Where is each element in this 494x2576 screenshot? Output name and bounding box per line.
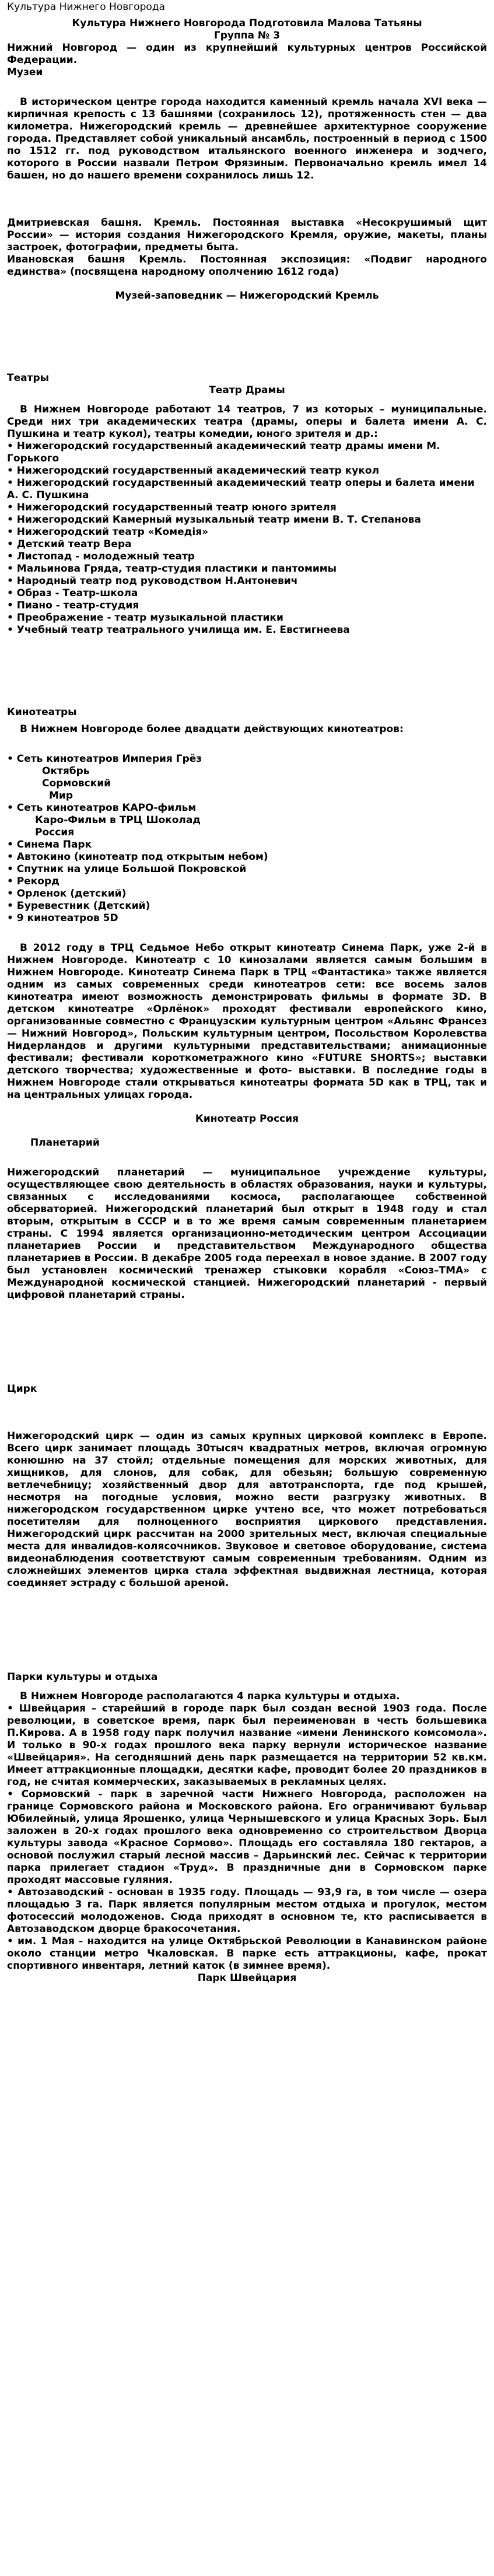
planetarium-heading: Планетарий: [30, 1137, 100, 1149]
list-item: • Нижегородский театр «Комедія»: [7, 526, 209, 538]
cinemas-paragraph: В 2012 году в ТРЦ Седьмое Небо открыт кинотеатр Синема Парк, уже 2-й в Нижнем Новгороде. Кинотеатр с 10 кинозалами является самым большим в Нижнем Новгороде. Кинотеатр Синема Парк в ТРЦ «Фантастика» также является одним из самых современных среди кинотеатров сети: все восемь залов кинотеатра имеют возможность демонстрировать фильмы в формате 3D. В детском кинотеатре «Орлёнок» проходят фестивали европейского кино, организованные совместно с Французским культурным центром «Альянс Франсез — Нижний Новгород», Польским культурным центром, Посольством Королевства Нидерландов и другими культурными представительствами; анимационные фестивали; фестивали короткометражного кино «FUTURE SHORTS»; выставки детского творчества; художественные и фото- выставки. В последние годы в Нижнем Новгороде стали открываться кинотеатры формата 5D как в ТРЦ, так и на центральных улицах города.: [7, 942, 487, 1101]
list-item: • Сормовский - парк в заречной части Нижнего Новгорода, расположен на границе Сормовского района и Московского района. Его ограничивают бульвар Юбилейный, улица Ярошенко, улица Чернышевского и улица Красных Зорь. Был заложен в 20-х годах прошлого века одновременно со строительством Дворца культуры завода «Красное Сормово». Площадь его составляла 180 гектаров, а основой послужил старый лесной массив – Дарьинский лес. Сейчас к территории парка прилегает стадион «Труд». В праздничные дни в Сормовском парке проходят массовые гуляния.: [7, 1788, 487, 1886]
list-item: • Рекорд: [7, 876, 59, 887]
list-item: Каро-Фильм в ТРЦ Шоколад: [35, 814, 201, 826]
intro-paragraph: Нижний Новгород — один из крупнейший культурных центров Российской Федерации.: [7, 42, 487, 66]
list-item: • Спутник на улице Большой Покровской: [7, 863, 247, 875]
parks-list: [7, 1703, 487, 1972]
cinemas-intro: В Нижнем Новгороде более двадцати действующих кинотеатров:: [20, 723, 404, 735]
list-item: • Нижегородский государственный театр юного зрителя: [7, 502, 337, 513]
list-item: • Нижегородский Камерный музыкальный театр имени В. Т. Степанова: [7, 514, 421, 526]
list-item: • Нижегородский государственный академический театр драмы имени М. Горького: [7, 440, 440, 464]
list-item: • Пиано - театр-студия: [7, 600, 139, 611]
list-item: • Народный театр под руководством Н.Антоневич: [7, 575, 298, 587]
list-item: • Листопад - молодежный театр: [7, 551, 195, 562]
list-item: • Нижегородский государственный академический театр кукол: [7, 465, 380, 477]
list-item: • Швейцария – старейший в городе парк был создан весной 1903 года. После революции, в советское время, парк был переименован в честь большевика П.Кирова. А в 1958 году парк получил название «имени Ленинского комсомола». И только в 90-х годах прошлого века парку вернули историческое название «Швейцария». На сегодняшний день парк размещается на территории 52 кв.км. Имеет аттракционные площадки, десятки кафе, проводит более 20 праздников в год, не считая коммерческих, заказываемых в рекламных целях.: [7, 1703, 487, 1788]
list-item: Россия: [35, 827, 75, 838]
list-item: Октябрь: [42, 765, 90, 777]
theatres-list: [7, 440, 487, 636]
list-item: Мир: [49, 790, 73, 802]
circus-heading: Цирк: [7, 1383, 37, 1395]
cinemas-list: [7, 753, 487, 925]
museums-paragraph-kremlin: В историческом центре города находится каменный кремль начала XVI века — кирпичная крепость с 13 башнями (сохранилось 12), протяженность стен — два километра. Нижегородский кремль — древнейшее архитектурное сооружение города. Представляет собой уникальный ансамбль, построенный в период с 1500 по 1512 гг. под руководством итальянского военного инженера и зодчего, которого в России назвали Петром Фрязиным. Первоначально кремль имел 14 башен, но до нашего времени сохранилось лишь 12.: [7, 96, 487, 181]
list-item: • Сеть кинотеатров КАРО-фильм: [7, 802, 197, 814]
park-switzerland-caption: Парк Швейцария: [197, 1972, 297, 1984]
parks-heading: Парки культуры и отдыха: [7, 1671, 158, 1683]
museums-paragraph-dmitrievskaya: Дмитриевская башня. Кремль. Постоянная выставка «Несокрушимый щит России» — история создания Нижегородского Кремля, оружие, макеты, планы застроек, фотографии, предметы быта.: [7, 217, 487, 253]
page-top-title: Культура Нижнего Новгорода: [7, 1, 165, 13]
list-item: • Синема Парк: [7, 839, 92, 850]
theatres-intro: В Нижнем Новгороде работают 14 театров, 7 из которых – муниципальные. Среди них три академических театра (драмы, оперы и балета имени А. С. Пушкина и театр кукол), театры комедии, юного зрителя и др.:: [7, 404, 487, 440]
list-item: • Автокино (кинотеатр под открытым небом): [7, 851, 268, 863]
cinemas-heading: Кинотеатры: [7, 706, 77, 718]
list-item: • Нижегородский государственный академический театр оперы и балета имени А. С. Пушкина: [7, 477, 475, 501]
parks-intro: В Нижнем Новгороде располагаются 4 парка культуры и отдыха.: [20, 1690, 400, 1702]
museums-heading: Музеи: [7, 66, 43, 78]
list-item: • 9 кинотеатров 5D: [7, 912, 118, 924]
list-item: • Преображение - театр музыкальной пластики: [7, 612, 283, 624]
list-item: • Детский театр Вера: [7, 538, 132, 550]
cinema-russia-caption: Кинотеатр Россия: [195, 1113, 299, 1125]
list-item: • Автозаводский - основан в 1935 году. Площадь — 93,9 га, в том числе — озера площадью 3 га. Парк является популярным местом отдыха и прогулок, местом фотосессий молодоженов. Сюда приходят в основном те, кто расписывается в Автозаводском дворце бракосочетания.: [7, 1887, 487, 1935]
drama-theatre-subheading: Театр Драмы: [209, 384, 285, 396]
list-item: • Сеть кинотеатров Империя Грёз: [7, 753, 202, 765]
kremlin-caption: Музей-заповедник — Нижегородский Кремль: [115, 290, 379, 302]
theatres-heading: Театры: [7, 372, 49, 384]
museums-paragraph-ivanovskaya: Ивановская башня Кремль. Постоянная экспозиция: «Подвиг народного единства» (посвящена народному ополчению 1612 года): [7, 254, 487, 278]
list-item: • Буревестник (Детский): [7, 900, 150, 912]
planetarium-paragraph: Нижегородский планетарий — муниципальное учреждение культуры, осуществляющее свою деятельность в областях образования, науки и культуры, связанных с исследованиями космоса, располагающее собственной обсерваторией. Нижегородский планетарий был открыт в 1948 году и стал вторым, открытым в СССР и в то же время самым современным планетарием страны. С 1994 является организационно-методическим центром Ассоциации планетариев России и представительством Международного общества планетариев в России. В декабре 2005 года переехал в новое здание. В 2007 году был установлен космический тренажер стыковки корабля «Союз–ТМА» с Международной космической станцией. Нижегородский планетарий - первый цифровой планетарий страны.: [7, 1167, 487, 1301]
group-label: Группа № 3: [213, 30, 281, 41]
list-item: Сормовский: [42, 778, 111, 789]
list-item: • Мальинова Гряда, театр-студия пластики и пантомимы: [7, 563, 337, 575]
list-item: • Учебный театр театрального училища им. Е. Евстигнеева: [7, 624, 350, 636]
list-item: • Образ - Театр-школа: [7, 587, 138, 599]
list-item: • им. 1 Мая - находится на улице Октябрьской Революции в Канавинском районе около станции метро Чкаловская. В парке есть аттракционы, кафе, прокат спортивного инвентаря, летний каток (в зимнее время).: [7, 1936, 487, 1972]
main-title: Культура Нижнего Новгорода Подготовила Малова Татьяны: [72, 18, 422, 29]
circus-paragraph: Нижегородский цирк — один из самых крупных цирковой комплекс в Европе. Всего цирк занимает площадь 30тысяч квадратных метров, включая огромную конюшню на 37 стойл; отдельные помещения для морских животных, для хищников, для слонов, для собак, для обезьян; большую современную ветлечебницу; хозяйственный двор для автотранспорта, где под крышей, несмотря на погодные условия, можно вести разгрузку животных. В нижегородском государственном цирке учтено все, что может потребоваться посетителям для полноценного восприятия циркового представления. Нижегородский цирк рассчитан на 2000 зрительных мест, включая специальные места для инвалидов-колясочников. Звуковое и световое оборудование, система видеонаблюдения соответствуют самым современным требованиям. Одним из сложнейших элементов цирка стала эффектная выдвижная лестница, которая соединяет эстраду с большой ареной.: [7, 1430, 487, 1589]
list-item: • Орленок (детский): [7, 888, 127, 900]
